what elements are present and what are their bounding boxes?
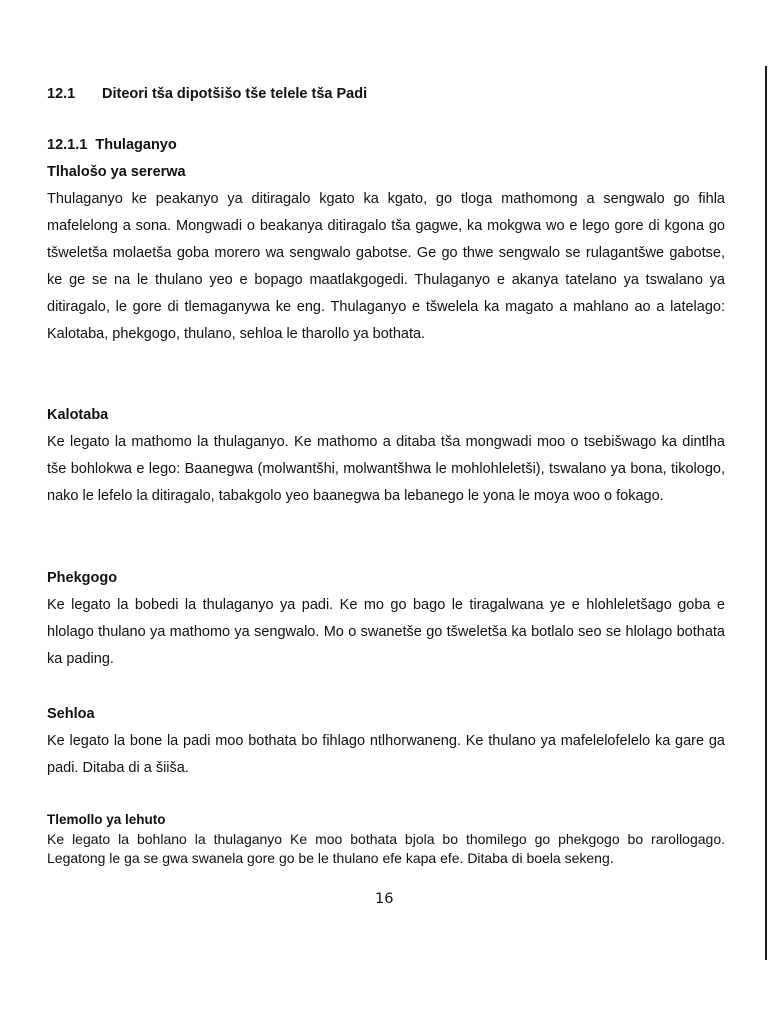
paragraph-tlhaloso: Thulaganyo ke peakanyo ya ditiragalo kgato ka kgato, go tloga mathomong a sengwalo go fihla mafelelong a sona. Mongwadi o beakanya ditiragalo tša gagwe, ka mokgwa wo e lego gore di kgona go tšweletša molaetša goba morero wa sengwalo gabotse. Ge go thwe sengwalo se rulagantšwe gabotse, ke ge se na le thulano yeo e bopago maatlakgogedi. Thulaganyo e akanya tatelano ya tswalano ya ditiragalo, le gore di tlemaganywa ke eng. Thulaganyo e tšwelela ka magato a mahlano ao a latelago: Kalotaba, phekgogo, thulano, sehloa le tharollo ya bothata. — [47, 191, 725, 342]
subsection-title: Thulaganyo — [95, 137, 177, 153]
paragraph-sehloa: Ke legato la bone la padi moo bothata bo fihlago ntlhorwaneng. Ke thulano ya mafelelofelelo ka gare ga padi. Ditaba di a šiiša. — [47, 733, 725, 776]
section-title: Diteori tša dipotšišo tše telele tša Padi — [102, 86, 368, 102]
page-number: 16 — [375, 891, 394, 907]
heading-phekgogo: Phekgogo — [47, 570, 118, 586]
section-heading — [47, 86, 367, 102]
paragraph-phekgogo: Ke legato la bobedi la thulaganyo ya padi. Ke mo go bago le tiragalwana ye e hlohleletšago goba e hlolago thulano ya mathomo ya sengwalo. Mo o swanetše go tšweletša ka botlalo seo se hlolago bothata ka pading. — [47, 597, 725, 667]
paragraph-kalotaba: Ke legato la mathomo la thulaganyo. Ke mathomo a ditaba tša mongwadi moo o tsebišwago ka dintlha tše bohlokwa e lego: Baanegwa (molwantšhi, molwantšhwa le mohlohleletši), tswalano ya bona, tikologo, nako le lefelo la ditiragalo, tabakgolo yeo baanegwa ba lebanego le yona le moya woo o fokago. — [47, 434, 725, 504]
heading-tlemollo: Tlemollo ya lehuto — [47, 812, 166, 827]
section-number: 12.1 — [47, 86, 76, 102]
heading-tlhaloso: Tlhalošo ya sererwa — [47, 164, 186, 180]
heading-sehloa: Sehloa — [47, 706, 95, 722]
subsection-number: 12.1.1 — [47, 137, 88, 153]
page-border-line — [765, 66, 767, 960]
paragraph-tlemollo: Ke legato la bohlano la thulaganyo Ke moo bothata bjola bo thomilego go phekgogo bo rarollogago. Legatong le ga se gwa swanela gore go be le thulano efe kapa efe. Ditaba di boela sekeng. — [47, 831, 725, 866]
subsection-heading — [47, 137, 177, 153]
heading-kalotaba: Kalotaba — [47, 407, 109, 423]
